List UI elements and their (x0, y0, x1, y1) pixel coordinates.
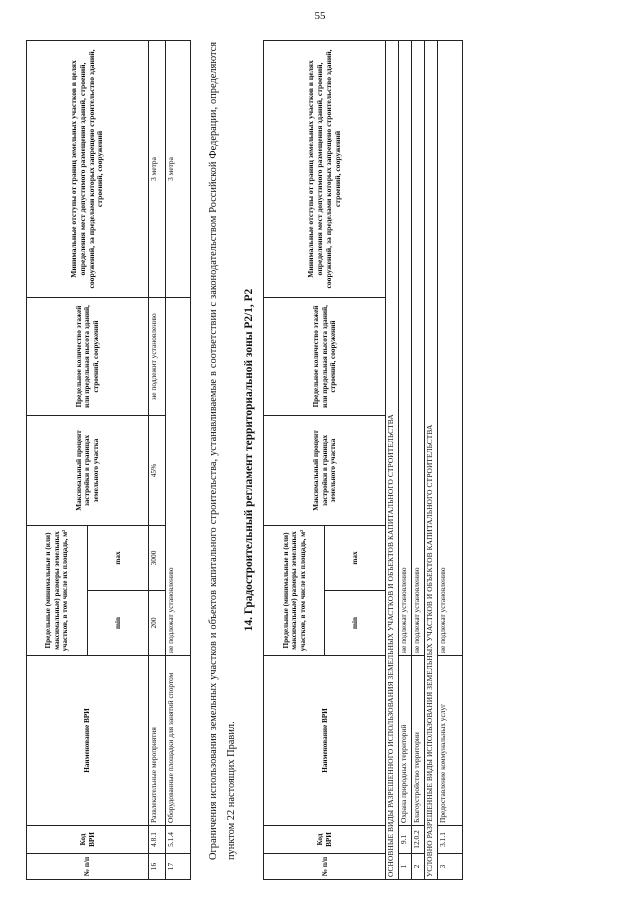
cell-num: 3 (438, 854, 463, 880)
cell-max: 3000 (149, 525, 166, 590)
header-min: min (88, 591, 149, 656)
header-percent: Максимальный процент застройки в границах земельного участка (264, 415, 386, 525)
section-cond-label: УСЛОВНО РАЗРЕШЕННЫЕ ВИДЫ ИСПОЛЬЗОВАНИЯ ЗЕМЕЛЬНЫХ УЧАСТКОВ И ОБЪЕКТОВ КАПИТАЛЬНОГО СТРОИТЕЛЬСТВА (425, 41, 438, 880)
cell-code: 4.8.1 (149, 826, 166, 854)
cell-num: 17 (166, 854, 191, 880)
header-code: Код ВРИ (264, 826, 386, 854)
cell-code: 12.0.2 (412, 826, 425, 854)
cell-code: 9.1 (399, 826, 412, 854)
cell-name: Охрана природных территорий (399, 656, 412, 826)
cell-span-text: не подлежат установлению (412, 41, 425, 656)
header-name: Наименование ВРИ (27, 656, 149, 826)
section-heading: 14. Градостроительный регламент территориальной зоны Р2/1, Р2 (243, 288, 256, 632)
header-setbacks: Минимальные отступы от границ земельных участков в целях определения мест допустимого размещения зданий, строений, сооружений, за пределами которых запрещено строительство зданий, строений, сооружений (27, 41, 149, 298)
header-num: № п/п (27, 854, 149, 880)
table-zone-r2 (263, 40, 463, 880)
header-floors: Предельное количество этажей или предельная высота зданий, строений, сооружений (264, 297, 386, 415)
cell-num: 2 (412, 854, 425, 880)
table-row (166, 41, 191, 880)
header-max: max (325, 525, 386, 590)
table-continuation (26, 40, 191, 880)
rotated-content (20, 40, 550, 880)
header-percent: Максимальный процент застройки в границах земельного участка (27, 415, 149, 525)
section-row (425, 41, 438, 880)
cell-percent: 45% (149, 415, 166, 525)
page-number: 55 (314, 10, 326, 22)
cell-name: Предоставление коммунальных услуг (438, 656, 463, 826)
cell-floors: не подлежит установлению (149, 297, 166, 415)
header-sizes: Предельные (минимальные и (или) максимальные) размеры земельных участков, в том числе их площадь, м² (264, 525, 325, 655)
header-floors: Предельное количество этажей или предельная высота зданий, строений, сооружений (27, 297, 149, 415)
header-name: Наименование ВРИ (264, 656, 386, 826)
table-row (438, 41, 463, 880)
cell-name: Оборудованные площадки для занятий спортом (166, 656, 191, 826)
header-code: Код ВРИ (27, 826, 149, 854)
cell-name: Развлекательные мероприятия (149, 656, 166, 826)
cell-num: 16 (149, 854, 166, 880)
cell-min: 200 (149, 591, 166, 656)
cell-span-text: не подлежат установлению (166, 297, 191, 655)
header-max: max (88, 525, 149, 590)
cell-span-text: не подлежат установлению (399, 41, 412, 656)
cell-setback: 3 метра (166, 41, 191, 298)
restrictions-paragraph: Ограничения использования земельных участков и объектов капитального строительства, устанавливаемые в соответствии с законодательством Российской Федерации, определяются пунктом 22 настоящих Правил. (208, 42, 238, 860)
cell-code: 3.1.1 (438, 826, 463, 854)
cell-setback: 3 метра (149, 41, 166, 298)
section-row (386, 41, 399, 880)
cell-name: Благоустройство территории (412, 656, 425, 826)
table-row (412, 41, 425, 880)
table-row (149, 41, 166, 880)
table-row (399, 41, 412, 880)
header-sizes: Предельные (минимальные и (или) максимальные) размеры земельных участков, в том числе их площадь, м² (27, 525, 88, 655)
header-setbacks: Минимальные отступы от границ земельных участков в целях определения мест допустимого размещения зданий, строений, сооружений, за пределами которых запрещено строительство зданий, строений, сооружений (264, 41, 386, 298)
header-num: № п/п (264, 854, 386, 880)
cell-code: 5.1.4 (166, 826, 191, 854)
section-main-label: ОСНОВНЫЕ ВИДЫ РАЗРЕШЕННОГО ИСПОЛЬЗОВАНИЯ ЗЕМЕЛЬНЫХ УЧАСТКОВ И ОБЪЕКТОВ КАПИТАЛЬНОГО СТРОИТЕЛЬСТВА (386, 41, 399, 880)
cell-num: 1 (399, 854, 412, 880)
cell-span-text: не подлежат установлению (438, 41, 463, 656)
header-min: min (325, 591, 386, 656)
